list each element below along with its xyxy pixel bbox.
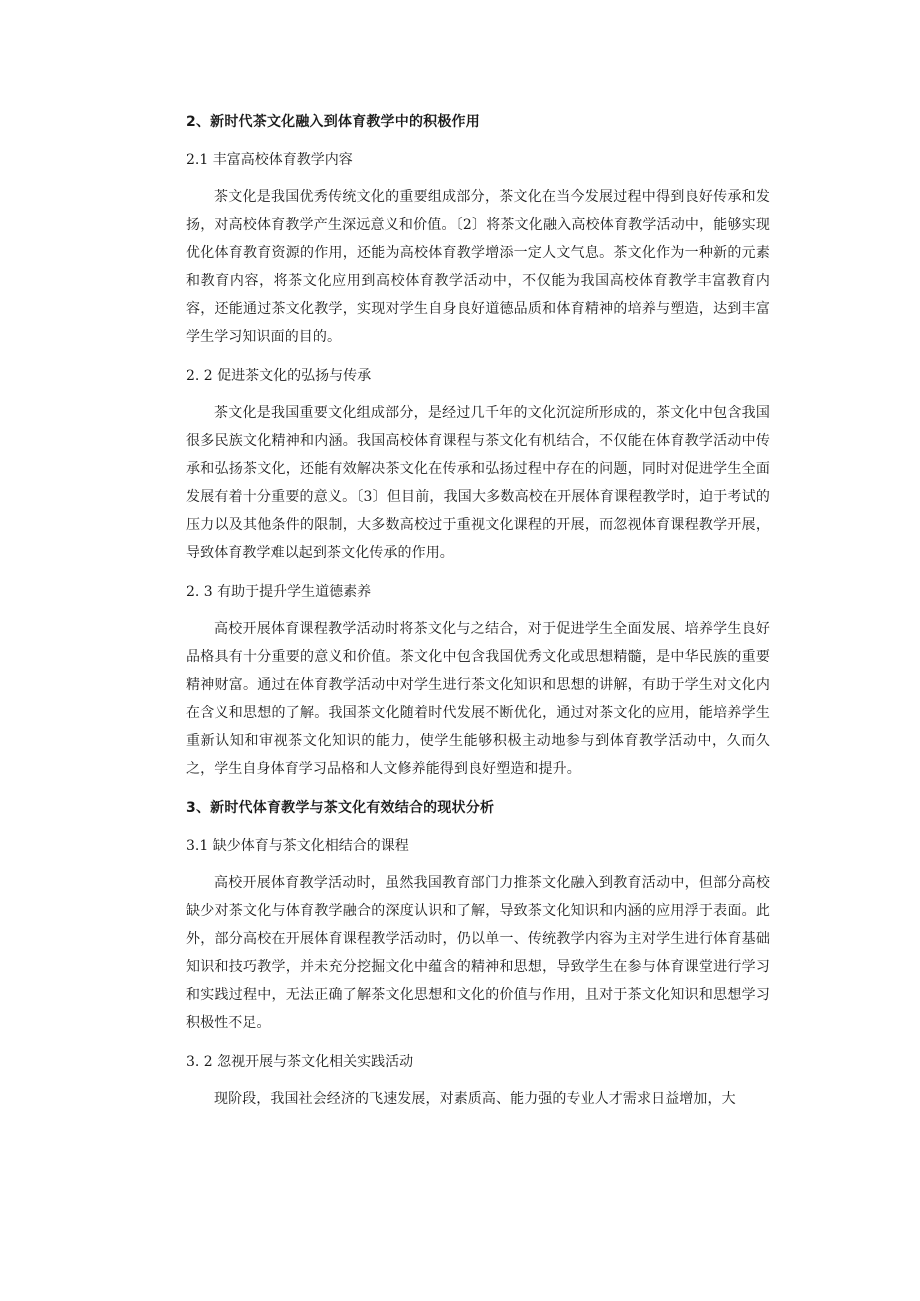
subsection-title-2-3: 2. 3 有助于提升学生道德素养 — [186, 584, 372, 600]
section-heading-3: 3、新时代体育教学与茶文化有效结合的现状分析 — [186, 800, 495, 816]
subsection-title-3-2: 3. 2 忽视开展与茶文化相关实践活动 — [186, 1054, 414, 1070]
section-heading-2: 2、新时代茶文化融入到体育教学中的积极作用 — [186, 114, 480, 130]
paragraph-2-3: 高校开展体育课程教学活动时将茶文化与之结合，对于促进学生全面发展、培养学生良好品格具有十分重要的意义和价值。茶文化中包含我国优秀文化或思想精髓，是中华民族的重要精神财富。通过在体育教学活动中对学生进行茶文化知识和思想的讲解，有助于学生对文化内在含义和思想的了解。我国茶文化随着时代发展不断优化，通过对茶文化的应用，能培养学生重新认知和审视茶文化知识的能力，使学生能够积极主动地参与到体育教学活动中，久而久之，学生自身体育学习品格和人文修养能得到良好塑造和提升。 — [186, 621, 770, 777]
paragraph-3-1: 高校开展体育教学活动时，虽然我国教育部门力推茶文化融入到教育活动中，但部分高校缺少对茶文化与体育教学融合的深度认识和了解，导致茶文化知识和内涵的应用浮于表面。此外，部分高校在开展体育课程教学活动时，仍以单一、传统教学内容为主对学生进行体育基础知识和技巧教学，并未充分挖掘文化中蕴含的精神和思想，导致学生在参与体育课堂进行学习和实践过程中，无法正确了解茶文化思想和文化的价值与作用，且对于茶文化知识和思想学习积极性不足。 — [186, 875, 770, 1031]
paragraph-2-1: 茶文化是我国优秀传统文化的重要组成部分，茶文化在当今发展过程中得到良好传承和发扬，对高校体育教学产生深远意义和价值。〔2〕将茶文化融入高校体育教学活动中，能够实现优化体育教育资源的作用，还能为高校体育教学增添一定人文气息。茶文化作为一种新的元素和教育内容，将茶文化应用到高校体育教学活动中，不仅能为我国高校体育教学丰富教育内容，还能通过茶文化教学，实现对学生自身良好道德品质和体育精神的培养与塑造，达到丰富学生学习知识面的目的。 — [186, 189, 770, 345]
paragraph-3-2: 现阶段，我国社会经济的飞速发展，对素质高、能力强的专业人才需求日益增加，大 — [214, 1091, 736, 1107]
document-content — [186, 112, 770, 1128]
subsection-title-2-2: 2. 2 促进茶文化的弘扬与传承 — [186, 368, 372, 384]
subsection-title-3-1: 3.1 缺少体育与茶文化相结合的课程 — [186, 838, 409, 854]
paragraph-2-2: 茶文化是我国重要文化组成部分，是经过几千年的文化沉淀所形成的，茶文化中包含我国很多民族文化精神和内涵。我国高校体育课程与茶文化有机结合，不仅能在体育教学活动中传承和弘扬茶文化，还能有效解决茶文化在传承和弘扬过程中存在的问题，同时对促进学生全面发展有着十分重要的意义。〔3〕但目前，我国大多数高校在开展体育课程教学时，迫于考试的压力以及其他条件的限制，大多数高校过于重视文化课程的开展，而忽视体育课程教学开展，导致体育教学难以起到茶文化传承的作用。 — [186, 405, 770, 561]
subsection-title-2-1: 2.1 丰富高校体育教学内容 — [186, 152, 353, 168]
